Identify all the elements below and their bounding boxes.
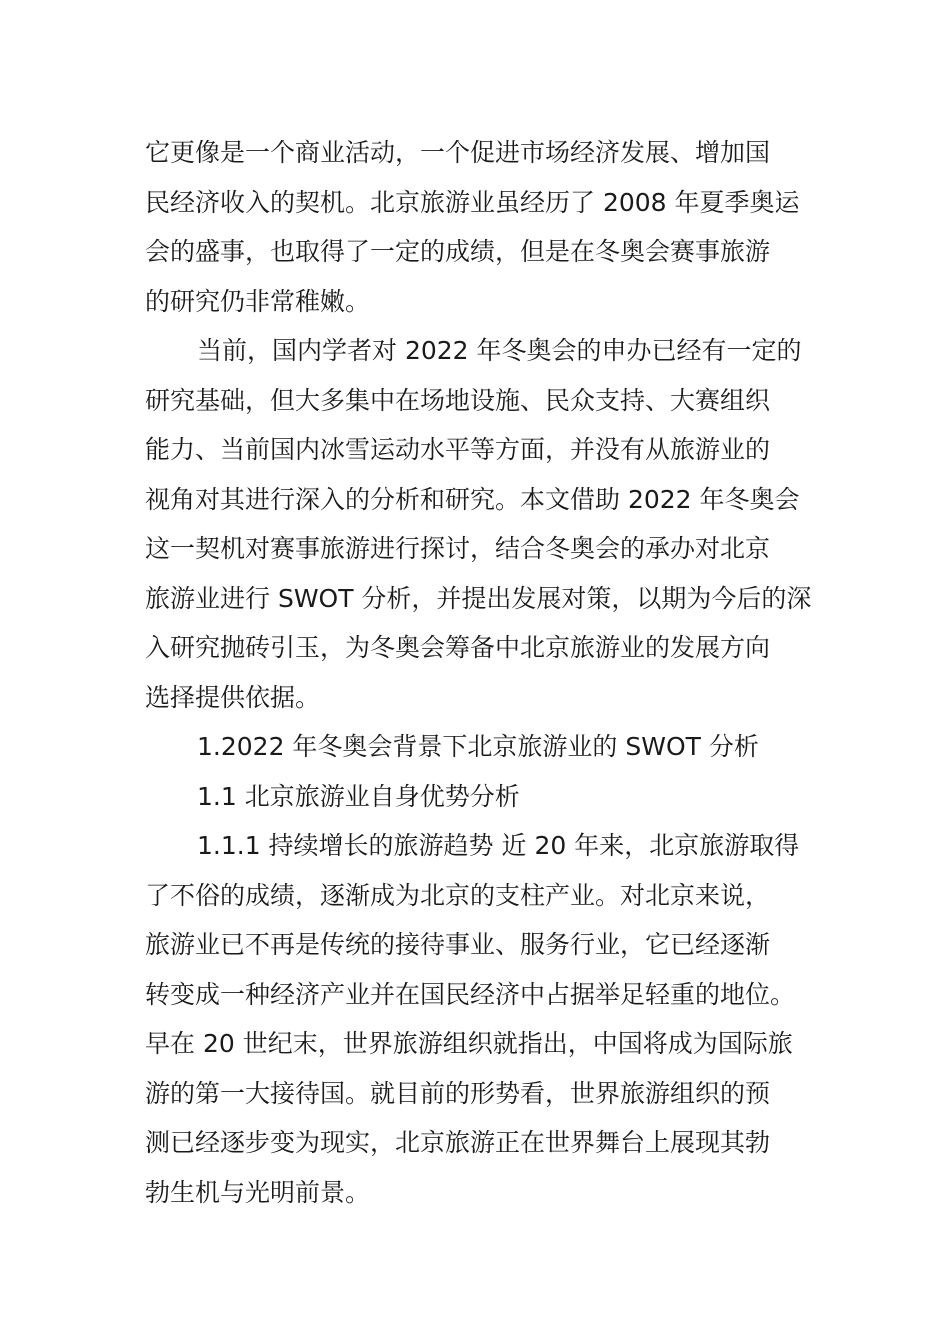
text-line: 测已经逐步变为现实，北京旅游正在世界舞台上展现其勃 — [145, 1128, 771, 1157]
text-line: 它更像是一个商业活动，一个促进市场经济发展、增加国 — [145, 138, 771, 167]
text-line: 了不俗的成绩，逐渐成为北京的支柱产业。对北京来说， — [145, 880, 771, 910]
text-line: 的研究仍非常稚嫩。 — [145, 286, 371, 316]
text-line: 早在 20 世纪末，世界旅游组织就指出，中国将成为国际旅 — [145, 1029, 793, 1058]
text-line: 入研究抛砖引玉，为冬奥会筹备中北京旅游业的发展方向 — [145, 633, 771, 662]
text-line: 视角对其进行深入的分析和研究。本文借助 2022 年冬奥会 — [145, 484, 800, 514]
heading-line: 1.1 北京旅游业自身优势分析 — [197, 781, 520, 811]
paragraph-intro-continuation — [145, 128, 810, 326]
heading-line: 1.2022 年冬奥会背景下北京旅游业的 SWOT 分析 — [197, 732, 759, 761]
text-line: 选择提供依据。 — [145, 682, 321, 712]
text-line: 旅游业进行 SWOT 分析，并提出发展对策，以期为今后的深 — [145, 583, 812, 613]
text-line: 这一契机对赛事旅游进行探讨，结合冬奥会的承办对北京 — [145, 534, 771, 563]
text-line: 当前，国内学者对 2022 年冬奥会的申办已经有一定的 — [197, 336, 802, 365]
text-line: 会的盛事，也取得了一定的成绩，但是在冬奥会赛事旅游 — [145, 237, 771, 266]
subsection-heading-advantages — [145, 772, 810, 822]
paragraph-research-status — [145, 326, 810, 722]
text-line: 民经济收入的契机。北京旅游业虽经历了 2008 年夏季奥运 — [145, 187, 800, 217]
text-line: 能力、当前国内冰雪运动水平等方面，并没有从旅游业的 — [145, 435, 771, 464]
text-line: 1.1.1 持续增长的旅游趋势 近 20 年来，北京旅游取得 — [197, 831, 800, 860]
text-line: 游的第一大接待国。就目前的形势看，世界旅游组织的预 — [145, 1078, 771, 1108]
paragraph-tourism-trend — [145, 821, 810, 1217]
text-line: 研究基础，但大多集中在场地设施、民众支持、大赛组织 — [145, 385, 771, 415]
text-line: 旅游业已不再是传统的接待事业、服务行业，它已经逐渐 — [145, 930, 771, 959]
text-line: 转变成一种经济产业并在国民经济中占据举足轻重的地位。 — [145, 979, 796, 1009]
section-heading-swot — [145, 722, 810, 772]
text-line: 勃生机与光明前景。 — [145, 1177, 371, 1207]
document-body — [145, 128, 810, 1217]
